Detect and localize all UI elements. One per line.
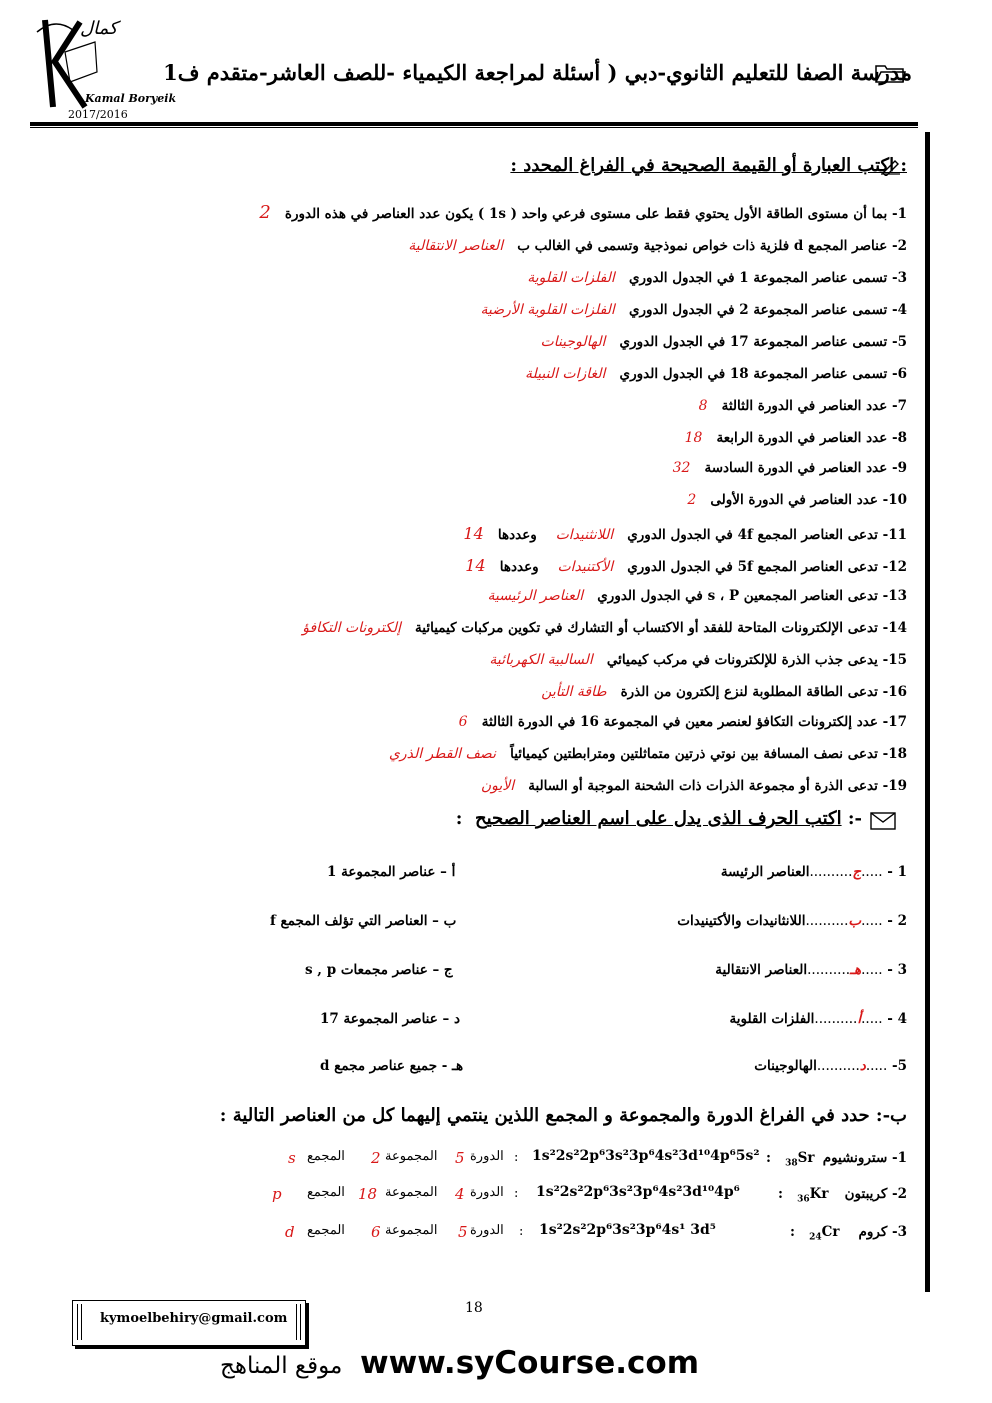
question-row [525, 366, 907, 382]
logo-name: Kamal Boryeik [85, 92, 177, 105]
author-email: kymoelbehiry@gmail.com [100, 1311, 288, 1326]
match-answer: د [859, 1058, 866, 1074]
section2-title-prefix: -: [847, 808, 862, 829]
answer-text: 2 [259, 202, 271, 223]
element-symbol: : $_{36}$Kr [778, 1186, 829, 1205]
answer-text: نصف القطر الذري [388, 746, 496, 762]
answer-text: العناصر الرئيسية [487, 588, 584, 604]
answer-dots-before: ..... [865, 1058, 888, 1074]
answer-text: إلكترونات التكافؤ [302, 620, 401, 636]
label-period: الدورة [470, 1223, 504, 1238]
match-answer: ب [848, 913, 862, 929]
element-name: كروم [858, 1224, 888, 1240]
answer-dots-after: .......... [816, 1058, 860, 1074]
site-watermark-arabic: موقع المناهج [220, 1353, 343, 1379]
match-row [721, 864, 907, 880]
answer-group: 18 [358, 1185, 378, 1203]
section3-title: ب-: حدد في الفراغ الدورة والمجموعة و المجمع اللذين ينتمي إليهما كل من العناصر التالية : [219, 1105, 907, 1126]
question-row [487, 588, 907, 604]
element-name-row [845, 1186, 907, 1202]
answer-text: 8 [698, 398, 708, 414]
answer-period: 5 [455, 1149, 465, 1167]
question-number: 18- [882, 746, 907, 762]
element-symbol-text: Kr [809, 1186, 829, 1202]
question-number: 13- [882, 588, 907, 604]
match-option: ج – عناصر مجمعات s , p [305, 962, 453, 978]
match-row [677, 913, 907, 929]
question-text: تسمى عناصر المجموعة 17 في الجدول الدوري [619, 334, 888, 350]
question-row [459, 714, 907, 730]
colon: : [514, 1150, 519, 1165]
question-row [673, 460, 907, 476]
page-number: 18 [465, 1300, 483, 1316]
label-group: المجموعة [385, 1223, 438, 1238]
question-number: 15- [882, 652, 907, 668]
question-text: تسمى عناصر المجموعة 1 في الجدول الدوري [628, 270, 888, 286]
answer-text: الغازات النبيلة [525, 366, 606, 382]
label-block: المجمع [307, 1185, 345, 1200]
match-label: العناصر الرئيسة [720, 864, 810, 880]
match-row [715, 962, 907, 978]
side-rule [925, 132, 930, 1292]
question-number: 2- [891, 238, 907, 254]
match-option: د – عناصر المجموعة 17 [320, 1011, 460, 1027]
element-number: 3- [891, 1224, 907, 1240]
question-number: 9- [891, 460, 907, 476]
question-row [527, 270, 907, 286]
answer-block: s [288, 1149, 296, 1167]
match-answer: أ [857, 1011, 862, 1027]
element-symbol-text: Cr [821, 1224, 840, 1240]
question-text: بما أن مستوى الطاقة الأول يحتوي فقط على مستوى فرعي واحد ( 1s ) يكون عدد العناصر في هذه الدورة [284, 206, 888, 222]
electron-configuration: 1s²2s²2p⁶3s²3p⁶4s²3d¹⁰4p⁶ [536, 1184, 740, 1200]
match-option: ب – العناصر التي تؤلف المجمع f [270, 913, 457, 929]
answer-text: 18 [684, 430, 703, 446]
question-number: 1- [891, 206, 907, 222]
match-row [730, 1011, 907, 1027]
answer-group: 6 [371, 1223, 381, 1241]
match-option: أ – عناصر المجموعة 1 [327, 864, 456, 880]
section2-title-suffix: : [455, 808, 463, 829]
envelope-icon [870, 812, 896, 830]
question-row [685, 430, 907, 446]
answer-block: p [272, 1185, 282, 1203]
question-text: تدعى الطاقة المطلوبة لنزع إلكترون من الذرة [620, 684, 878, 700]
question-text: تدعى العناصر المجمعين s ، P في الجدول الدوري [597, 588, 878, 604]
answer-text: العناصر الانتقالية [408, 238, 504, 254]
answer-text: الهالوجينات [540, 334, 606, 350]
question-row [489, 652, 907, 668]
answer-text: الأيون [480, 778, 515, 794]
match-number: 2 - [887, 913, 907, 929]
colon: : [519, 1224, 524, 1239]
answer-text: السالبية الكهربائية [489, 652, 593, 668]
question-number: 8- [891, 430, 907, 446]
answer-dots-before: ..... [861, 864, 883, 880]
element-symbol: : $_{24}$Cr [790, 1224, 840, 1243]
answer-group: 2 [371, 1149, 381, 1167]
section2-title [456, 808, 862, 829]
question-text: تدعى نصف المسافة بين نوتي ذرتين متماثلتين ومترابطتين كيميائياً [510, 746, 878, 762]
question-number: 16- [882, 684, 907, 700]
element-name-row [823, 1150, 907, 1166]
element-symbol-text: Sr [797, 1150, 815, 1166]
element-number: 2- [891, 1186, 907, 1202]
question-row [687, 492, 907, 508]
element-name: سترونشيوم [822, 1150, 888, 1166]
answer-dots-before: ..... [861, 913, 883, 929]
question-text: تدعى الذرة أو مجموعة الذرات ذات الشحنة الموجبة أو السالبة [528, 778, 878, 794]
question-text: تدعى العناصر المجمع 5f في الجدول الدوري [627, 559, 878, 575]
question-row [302, 620, 907, 636]
answer-dots-after: .......... [807, 962, 851, 978]
question-extra: وعددها [499, 559, 539, 575]
question-row [481, 778, 907, 794]
label-block: المجمع [307, 1223, 345, 1238]
answer-text: اللانثنيدات [555, 527, 614, 543]
match-answer: هـ [850, 962, 862, 978]
answer-text: الأكتنيدات [557, 559, 614, 575]
header-rule-thin [30, 127, 918, 128]
question-text: عدد العناصر في الدورة الأولى [710, 492, 878, 508]
question-text: تسمى عناصر المجموعة 2 في الجدول الدوري [628, 302, 888, 318]
question-number: 7- [891, 398, 907, 414]
answer-text: الفلزات القلوية [527, 270, 615, 286]
question-text: عدد العناصر في الدورة السادسة [704, 460, 888, 476]
question-text: عدد العناصر في الدورة الثالثة [721, 398, 888, 414]
answer-text: طاقة التأين [541, 684, 607, 700]
answer-count: 14 [465, 556, 486, 575]
label-period: الدورة [470, 1149, 504, 1164]
answer-dots-after: .......... [809, 864, 853, 880]
question-text: عدد إلكترونات التكافؤ لعنصر معين في المجموعة 16 في الدورة الثالثة [481, 714, 878, 730]
question-number: 14- [882, 620, 907, 636]
element-number: 1- [891, 1150, 907, 1166]
question-extra: وعددها [497, 527, 537, 543]
question-row [408, 238, 907, 254]
question-number: 6- [891, 366, 907, 382]
answer-text: 2 [687, 492, 697, 508]
answer-text: 32 [672, 460, 691, 476]
answer-dots-before: ..... [861, 1011, 883, 1027]
answer-dots-after: .......... [814, 1011, 858, 1027]
match-label: الهالوجينات [754, 1058, 817, 1074]
label-group: المجموعة [385, 1185, 438, 1200]
match-number: 1 - [887, 864, 907, 880]
question-text: عدد العناصر في الدورة الرابعة [716, 430, 888, 446]
answer-text: الفلزات القلوية الأرضية [480, 302, 615, 318]
section2-title-text: اكتب الحرف الذى يدل على اسم العناصر الصحيح [474, 808, 842, 829]
question-number: 3- [891, 270, 907, 286]
question-row [481, 302, 908, 318]
question-text: تدعى الإلكترونات المتاحة للفقد أو الاكتساب أو التشارك في تكوين مركبات كيميائية [415, 620, 878, 636]
match-answer: ج [852, 864, 862, 880]
answer-text: 6 [458, 714, 468, 730]
atomic-number: 36 [797, 1194, 810, 1205]
question-row [699, 398, 907, 414]
question-text: يدعى جذب الذرة للإلكترونات في مركب كيميائي [606, 652, 878, 668]
colon: : [514, 1186, 519, 1201]
electron-configuration: 1s²2s²2p⁶3s²3p⁶4s²3d¹⁰4p⁶5s² [532, 1148, 760, 1164]
question-number: 17- [882, 714, 907, 730]
question-row [541, 684, 907, 700]
question-number: 10- [882, 492, 907, 508]
answer-block: d [285, 1223, 295, 1241]
section1-title: : اكتب العبارة أو القيمة الصحيحة في الفراغ المحدد : [510, 155, 907, 176]
atomic-number: 38 [785, 1158, 798, 1169]
label-period: الدورة [470, 1185, 504, 1200]
answer-period: 5 [458, 1223, 468, 1241]
question-number: 4- [891, 302, 907, 318]
question-text: عناصر المجمع d فلزية ذات خواص نموذجية وتسمى في الغالب ب [517, 238, 888, 254]
question-number: 12- [882, 559, 907, 575]
match-number: 4 - [887, 1011, 907, 1027]
answer-period: 4 [455, 1185, 465, 1203]
label-group: المجموعة [385, 1149, 438, 1164]
answer-dots-before: ..... [861, 962, 883, 978]
label-block: المجمع [307, 1149, 345, 1164]
match-row [754, 1058, 907, 1074]
question-row [463, 524, 907, 543]
match-number: 3 - [887, 962, 907, 978]
answer-count: 14 [463, 524, 484, 543]
match-number: 5- [891, 1058, 907, 1074]
match-label: الفلزات القلوية [729, 1011, 815, 1027]
question-text: تسمى عناصر المجموعة 18 في الجدول الدوري [619, 366, 888, 382]
question-number: 11- [882, 527, 907, 543]
question-text: تدعى العناصر المجمع 4f في الجدول الدوري [627, 527, 878, 543]
question-row [259, 202, 907, 223]
question-row [389, 746, 907, 762]
match-label: العناصر الانتقالية [715, 962, 808, 978]
logo-year: 2017/2016 [68, 108, 128, 121]
atomic-number: 24 [809, 1232, 822, 1243]
page-title: مدرسة الصفا للتعليم الثانوي-دبي ( أسئلة لمراجعة الكيمياء -للصف العاشر-متقدم ف1 [163, 60, 912, 85]
logo-signature: كمال [80, 18, 118, 39]
question-number: 19- [882, 778, 907, 794]
question-row [465, 556, 907, 575]
site-watermark[interactable]: www.syCourse.com [360, 1345, 700, 1381]
header-rule [30, 122, 918, 126]
element-name-row [859, 1224, 907, 1240]
element-symbol: : $_{38}$Sr [766, 1150, 815, 1169]
element-name: كريبتون [844, 1186, 888, 1202]
answer-dots-after: .......... [805, 913, 849, 929]
match-label: اللانثانيدات والأكتينيدات [677, 913, 806, 929]
question-row [541, 334, 907, 350]
match-option: هـ - جميع عناصر مجمع d [320, 1058, 464, 1074]
electron-configuration: 1s²2s²2p⁶3s²3p⁶4s¹ 3d⁵ [539, 1222, 716, 1238]
question-number: 5- [891, 334, 907, 350]
